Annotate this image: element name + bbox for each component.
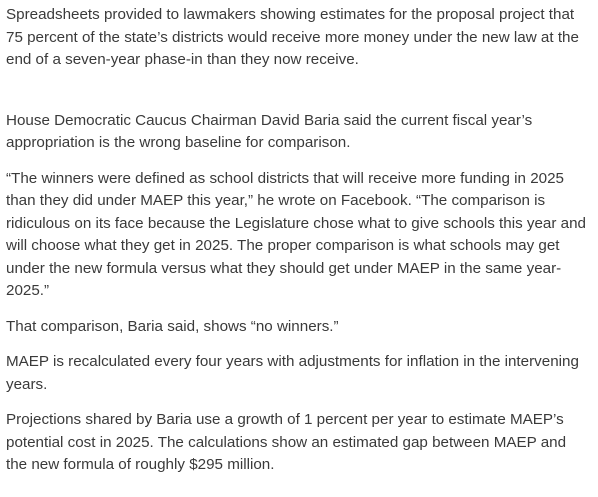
paragraph-baria-baseline: House Democratic Caucus Chairman David Baria said the current fiscal year’s appropriation is the wrong baseline for comparison.: [6, 111, 533, 151]
paragraph-no-winners: That comparison, Baria said, shows “no winners.”: [6, 317, 339, 335]
paragraph-maep-recalculated: MAEP is recalculated every four years with adjustments for inflation in the intervening years.: [6, 353, 579, 393]
paragraph-baria-quote: “The winners were defined as school districts that will receive more funding in 2025 than they did under MAEP this year,” he wrote on Facebook. “The comparison is ridiculous on its face because the Legislature chose what to give schools this year and will choose what they get in 2025. The proper comparison is what schools may get under the new formula versus what they should get under MAEP in the same year-2025.”: [6, 169, 586, 299]
paragraph-projections: Projections shared by Baria use a growth of 1 percent per year to estimate MAEP’s potential cost in 2025. The calculations show an estimated gap between MAEP and the new formula of roughly $295 million.: [6, 411, 567, 473]
paragraph-spreadsheets: Spreadsheets provided to lawmakers showing estimates for the proposal project that 75 percent of the state’s districts would receive more money under the new law at the end of a seven-year phase-in than they now receive.: [6, 6, 579, 68]
